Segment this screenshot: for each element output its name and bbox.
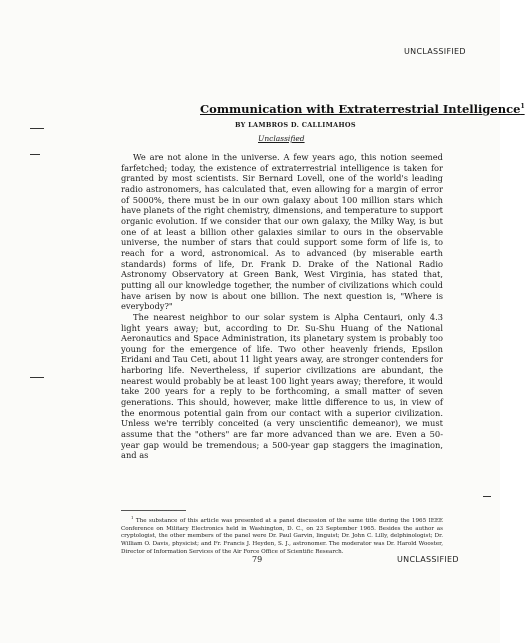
article-title-text: Communication with Extraterrestrial Intelligence (200, 102, 521, 116)
article-classification: Unclassified (258, 134, 305, 143)
title-footnote-marker: 1 (520, 103, 525, 111)
margin-mark (30, 154, 40, 155)
margin-mark (30, 128, 44, 129)
margin-mark (30, 377, 44, 378)
article-body (121, 152, 443, 461)
paragraph: The nearest neighbor to our solar system is Alpha Centauri, only 4.3 light years away; but, according to Dr. Su-Shu Huang of the National Aeronautics and Space Administration, its planetary system is probably too young for the emergence of life. Two other heavenly friends, Epsilon Eridani and Tau Ceti, about 11 light years away, are stronger contenders for harboring life. Nevertheless, if superior civilizations are abundant, the nearest would probably be at least 100 light years away; therefore, it would take 200 years for a reply to be forthcoming, a small matter of seven generations. This should, however, make little difference to us, in view of the enormous potential gain from our contact with a superior civilization. Unless we're terribly conceited (a very unscientific demeanor), we must assume that the "others" are far more advanced than we are. Even a 50-year gap would be tremendous; a 500-year gap staggers the imagination, and as (121, 311, 443, 461)
page-number: 79 (252, 555, 263, 564)
author-byline: BY LAMBROS D. CALLIMAHOS (235, 121, 356, 129)
margin-mark (483, 496, 491, 497)
paragraph: We are not alone in the universe. A few years ago, this notion seemed farfetched; today, the existence of extraterrestrial intelligence is taken for granted by most scientists. Sir Bernard Lovell, one of the world's leading radio astronomers, has calculated that, even allowing for a margin of error of 5000%, there must be in our own galaxy about 100 million stars which have planets of the right chemistry, dimensions, and temperature to support organic evolution. If we consider that our own galaxy, the Milky Way, is but one of at least a billion other galaxies similar to ours in the observable universe, the number of stars that could support some form of life is, to reach for a word, astronomical. As to advanced (by miserable earth standards) forms of life, Dr. Frank D. Drake of the National Radio Astronomy Observatory at Green Bank, West Virginia, has stated that, putting all our knowledge together, the number of civilizations which could have arisen by now is about one billion. The next question is, "Where is everybody?" (121, 152, 443, 312)
article-title (200, 102, 525, 116)
classification-marking-bottom: UNCLASSIFIED (397, 555, 459, 564)
footnote-marker: 1 (131, 515, 134, 520)
classification-marking-top: UNCLASSIFIED (404, 47, 466, 56)
footnote (121, 514, 443, 557)
footnote-text: The substance of this article was presented at a panel discussion of the same title during the 1965 IEEE Conference on Military Electronics held in Washington, D. C., on 23 September 1965. Besides the author as cryptologist, the other members of the panel were Dr. Paul Garvin, linguist; Dr. John C. Lilly, delphinologist; Dr. William O. Davis, physicist; and Fr. Francis J. Heyden, S. J., astronomer. The moderator was Dr. Harold Wooster, Director of Information Services of the Air Force Office of Scientific Research. (121, 517, 443, 556)
footnote-divider (121, 510, 186, 511)
